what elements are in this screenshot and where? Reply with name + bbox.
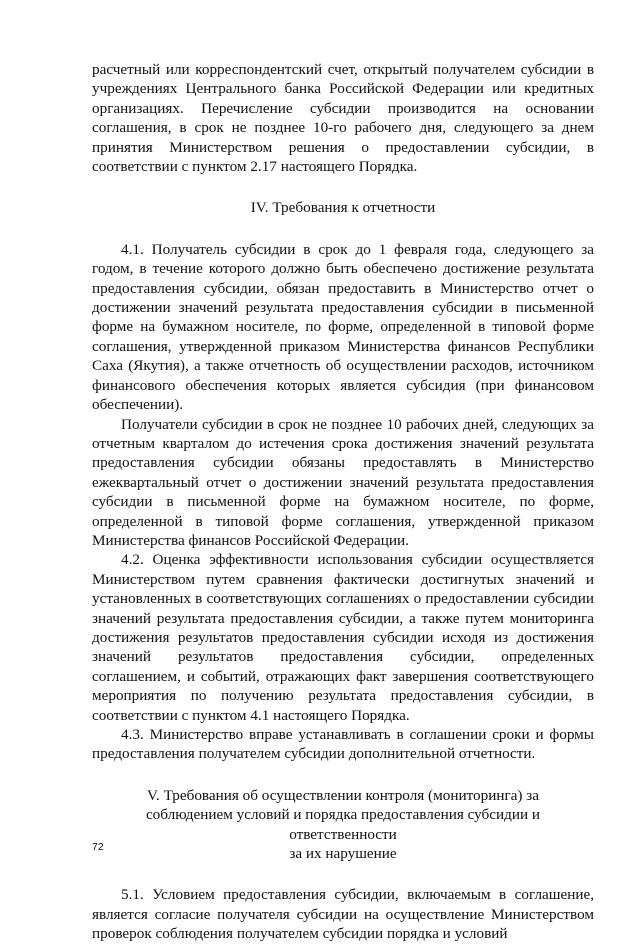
section-4-heading: IV. Требования к отчетности (250, 199, 436, 217)
section-5-heading-line-3: за их нарушение (289, 845, 397, 863)
page-number: 72 (92, 841, 104, 853)
paragraph-4-1: 4.1. Получатель субсидии в срок до 1 февраля года, следующего за годом, в течение которого должно быть обеспечено достижение результата предоставления субсидии, обязан предоставить в Министерство отчет о достижении значений результата предоставления субсидии в письменной форме на бумажном носителе, по форме, определенной в типовой форме соглашения, утвержденной приказом Министерства финансов Республики Саха (Якутия), а также отчетность об осуществлении расходов, источником финансового обеспечения которых является субсидия (при финансовом обеспечении). (92, 240, 594, 414)
page-content (92, 60, 594, 944)
paragraph-4-2: 4.2. Оценка эффективности использования субсидии осуществляется Министерством путем сравнения фактически достигнутых значений и установленных в соответствующих соглашениях о предоставлении субсидии значений результата предоставления субсидии, а также путем мониторинга достижения результатов предоставления субсидии исходя из достижения значений результатов предоставления субсидии, определенных соглашением, и событий, отражающих факт завершения соответствующего мероприятия по получению результата предоставления субсидии, в соответствии с пунктом 4.1 настоящего Порядка. (92, 551, 594, 724)
section-5-heading (92, 786, 594, 864)
continuation-paragraph: расчетный или корреспондентский счет, открытый получателем субсидии в учреждениях Центрального банка Российской Федерации или кредитных организациях. Перечисление субсидии производится на основании соглашения, в срок не позднее 10-го рабочего дня, следующего за днем принятия Министерством решения о предоставлении субсидии, в соответствии с пунктом 2.17 настоящего Порядка. (92, 61, 594, 176)
section-5-heading-line-1: V. Требования об осуществлении контроля (мониторинга) за (146, 786, 540, 804)
section-5-heading-line-2: соблюдением условий и порядка предоставления субсидии и ответственности (145, 806, 541, 843)
paragraph-4-1-quarterly: Получатели субсидии в срок не позднее 10 рабочих дней, следующих за отчетным кварталом до истечения срока достижения значений результата предоставления субсидии обязаны предоставлять в Министерство ежеквартальный отчет о достижении значений результата предоставления субсидии в письменной форме на бумажном носителе, по форме, определенной в типовой форме соглашения, утвержденной приказом Министерства финансов Российской Федерации. (92, 415, 594, 549)
paragraph-5-1: 5.1. Условием предоставления субсидии, включаемым в соглашение, является согласие получателя субсидии на осуществление Министерством проверок соблюдения получателем субсидии порядка и условий (92, 886, 594, 943)
paragraph-4-3: 4.3. Министерство вправе устанавливать в соглашении сроки и формы предоставления получателем субсидии дополнительной отчетности. (92, 726, 594, 763)
